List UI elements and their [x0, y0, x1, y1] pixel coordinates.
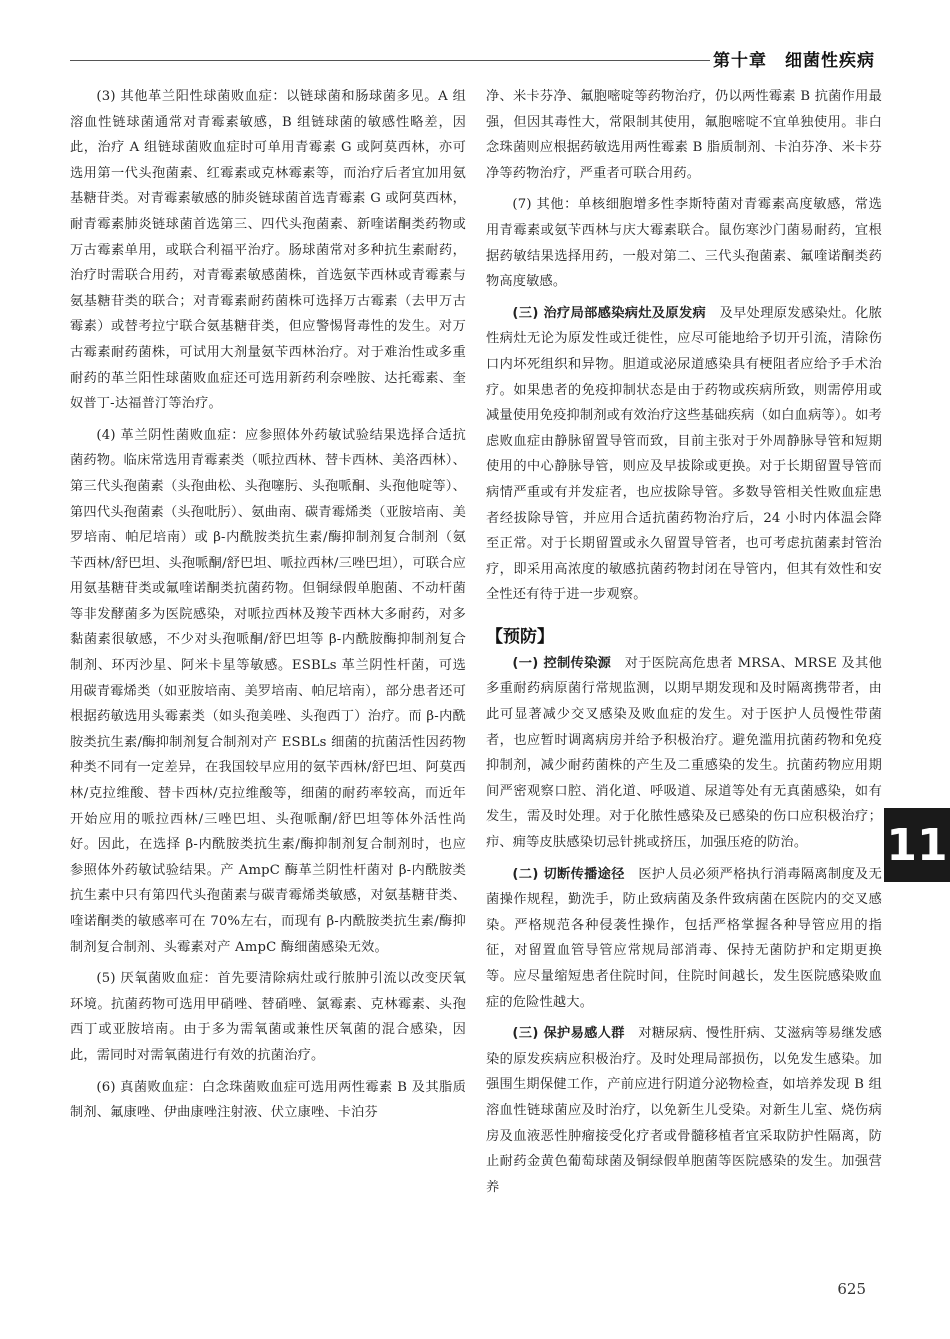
paragraph-lead-heading: (二) 切断传播途径 [512, 866, 625, 882]
paragraph-text: (3) 其他革兰阳性球菌败血症：以链球菌和肠球菌多见。A 组溶血性链球菌通常对青霉素敏感，B 组链球菌的敏感性略差，因此，治疗 A 组链球菌败血症时可单用青霉素 G 或阿莫西林，亦可选用第一代头孢菌素、红霉素或克林霉素等，而治疗后者宜加用氨基糖苷类。对青霉素敏感的肺炎链球菌首选青霉素 G 或阿莫西林，耐青霉素肺炎链球菌首选第三、四代头孢菌素、新喹诺酮类药物或万古霉素单用，或联合利福平治疗。肠球菌常对多种抗生素耐药，治疗时需联合用药，对青霉素敏感菌株，首选氨苄西林或青霉素与氨基糖苷类的联合；对青霉素耐药菌株可选择万古霉素（去甲万古霉素）或替考拉宁联合氨基糖苷类，但应警惕肾毒性的发生。对万古霉素耐药菌株，可试用大剂量氨苄西林治疗。对于难治性或多重耐药的革兰阳性球菌败血症还可选用新药利奈唑胺、达托霉素、奎奴普丁-达福普汀等治疗。 [70, 89, 466, 412]
paragraph-text: 对糖尿病、慢性肝病、艾滋病等易继发感染的原发疾病应积极治疗。及时处理局部损伤，以免发生感染。加强围生期保健工作，产前应进行阴道分泌物检查，如培养发现 B 组溶血性链球菌应及时治疗，以免新生儿受染。对新生儿室、烧伤病房及血液恶性肿瘤接受化疗者或骨髓移植者宜采取防护性隔离，防止耐药金黄色葡萄球菌及铜绿假单胞菌等医院感染的发生。加强营养 [486, 1026, 882, 1195]
paragraph [70, 423, 466, 960]
chapter-title: 第十章 细菌性疾病 [713, 51, 875, 71]
paragraph [70, 966, 466, 1068]
paragraph [70, 84, 466, 417]
paragraph-text: (7) 其他：单核细胞增多性李斯特菌对青霉素高度敏感，常选用青霉素或氨苄西林与庆大霉素联合。鼠伤寒沙门菌易耐药，宜根据药敏结果选择用药，一般对第二、三代头孢菌素、氟喹诺酮类药物高度敏感。 [486, 197, 882, 290]
paragraph [486, 862, 882, 1016]
paragraph-lead-heading: (一) 控制传染源 [512, 655, 612, 671]
paragraph [486, 651, 882, 856]
paragraph-lead-heading: (三) 治疗局部感染病灶及原发病 [512, 305, 707, 321]
paragraph-text: 净、米卡芬净、氟胞嘧啶等药物治疗，仍以两性霉素 B 抗菌作用最强，但因其毒性大，常限制其使用，氟胞嘧啶不宜单独使用。非白念珠菌则应根据药敏选用两性霉素 B 脂质制剂、卡泊芬净、米卡芬净等药物治疗，严重者可联合用药。 [486, 89, 882, 181]
left-column [70, 84, 466, 1132]
paragraph [70, 1075, 466, 1126]
paragraph-text: 及早处理原发感染灶。化脓性病灶无论为原发性或迁徙性，应尽可能地给予切开引流，清除伤口内坏死组织和异物。胆道或泌尿道感染具有梗阻者应给予手术治疗。如果患者的免疫抑制状态是由于药物或疾病所致，则需停用或减量使用免疫抑制剂或有效治疗这些基础疾病（如白血病等）。如考虑败血症由静脉留置导管而致，目前主张对于外周静脉导管和短期使用的中心静脉导管，则应及早拔除或更换。对于长期留置导管而病情严重或有并发症者，也应拔除导管。多数导管相关性败血症患者经拔除导管，并应用合适抗菌药物治疗后，24 小时内体温会降至正常。对于长期留置或永久留置导管者，也可考虑抗菌素封管治疗，即采用高浓度的敏感抗菌药物封闭在导管内，但其有效性和安全性还有待于进一步观察。 [486, 305, 882, 603]
paragraph [486, 84, 882, 186]
paragraph [486, 1021, 882, 1200]
header-rule [70, 60, 710, 61]
right-column [486, 84, 882, 1206]
paragraph [486, 192, 882, 294]
page-number: 625 [837, 1280, 866, 1298]
paragraph [486, 301, 882, 608]
paragraph-text: (6) 真菌败血症：白念珠菌败血症可选用两性霉素 B 及其脂质制剂、氟康唑、伊曲康唑注射液、伏立康唑、卡泊芬 [70, 1079, 466, 1121]
paragraph-text: 对于医院高危患者 MRSA、MRSE 及其他多重耐药病原菌行常规监测，以期早期发现和及时隔离携带者，由此可显著减少交叉感染及败血症的发生。对于医护人员慢性带菌者，也应暂时调离病房并给予积极治疗。避免滥用抗菌药物和免疫抑制剂，减少耐药菌株的产生及二重感染的发生。抗菌药物应用期间严密观察口腔、消化道、呼吸道、尿道等处有无真菌感染，如有发生，需及时处理。对于化脓性感染及已感染的伤口应积极治疗；疖、痈等皮肤感染切忌针挑或挤压，加强压疮的防治。 [486, 655, 882, 851]
paragraph-text: 医护人员必须严格执行消毒隔离制度及无菌操作规程，勤洗手，防止致病菌及条件致病菌在医院内的交叉感染。严格规范各种侵袭性操作，包括严格掌握各种导管应用的指征，对留置血管导管应常规局部消毒、保持无菌防护和定期更换等。应尽量缩短患者住院时间，住院时间越长，发生医院感染败血症的危险性越大。 [486, 866, 882, 1010]
paragraph-text: (5) 厌氧菌败血症：首先要清除病灶或行脓肿引流以改变厌氧环境。抗菌药物可选用甲硝唑、替硝唑、氯霉素、克林霉素、头孢西丁或亚胺培南。由于多为需氧菌或兼性厌氧菌的混合感染，因此，需同时对需氧菌进行有效的抗菌治疗。 [70, 971, 466, 1063]
paragraph-lead-heading: (三) 保护易感人群 [512, 1026, 625, 1042]
chapter-number-tab: 11 [884, 808, 950, 882]
section-heading: 【预防】 [486, 626, 554, 647]
paragraph-text: (4) 革兰阴性菌败血症：应参照体外药敏试验结果选择合适抗菌药物。临床常选用青霉素类（哌拉西林、替卡西林、美洛西林）、第三代头孢菌素（头孢曲松、头孢噻肟、头孢哌酮、头孢他啶等）、第四代头孢菌素（头孢吡肟）、氨曲南、碳青霉烯类（亚胺培南、美罗培南、帕尼培南）或 β-内酰胺类抗生素/酶抑制剂复合制剂（氨苄西林/舒巴坦、头孢哌酮/舒巴坦、哌拉西林/三唑巴坦），可联合应用氨基糖苷类或氟喹诺酮类抗菌药物。但铜绿假单胞菌、不动杆菌等非发酵菌多为医院感染，对哌拉西林及羧苄西林大多耐药，对多黏菌素很敏感，不少对头孢哌酮/舒巴坦等 β-内酰胺酶抑制剂复合制剂、环丙沙星、阿米卡星等敏感。ESBLs 革兰阴性杆菌，可选用碳青霉烯类（如亚胺培南、美罗培南、帕尼培南），部分患者还可根据药敏选用头霉素类（如头孢美唑、头孢西丁）治疗。而 β-内酰胺类抗生素/酶抑制剂复合制剂对产 ESBLs 细菌的抗菌活性因药物种类不同有一定差异，在我国较早应用的氨苄西林/舒巴坦、阿莫西林/克拉维酸、替卡西林/克拉维酸等，细菌的耐药率较高，而近年开始应用的哌拉西林/三唑巴坦、头孢哌酮/舒巴坦等体外活性尚好。因此，在选择 β-内酰胺类抗生素/酶抑制剂复合制剂时，也应参照体外药敏试验结果。产 AmpC 酶革兰阴性杆菌对 β-内酰胺类抗生素中只有第四代头孢菌素与碳青霉烯类敏感，对氨基糖苷类、喹诺酮类的敏感率可在 70%左右，而现有 β-内酰胺类抗生素/酶抑制剂复合制剂、头霉素对产 AmpC 酶细菌感染无效。 [70, 427, 466, 955]
